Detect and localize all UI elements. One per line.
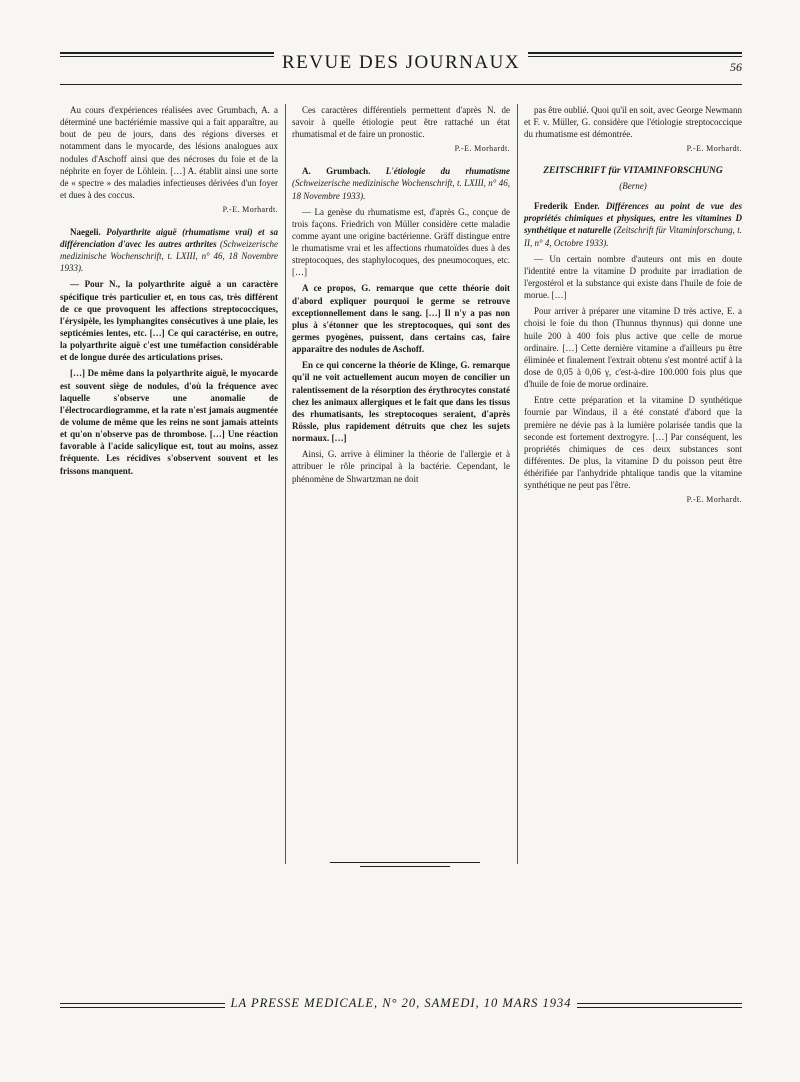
article-heading — [524, 200, 742, 249]
paragraph: A ce propos, G. remarque que cette théorie doit d'abord expliquer pourquoi le germe se retrouve exceptionnellement dans le sang. […] Il n'y a pas non plus à s'étonner que les streptocoques, qui sont des germes pyogènes, puissent, dans certains cas, faire apparaître des nodules de Aschoff. — [292, 283, 510, 355]
article-source: (Schweizerische medizinische Wochenschrift, t. LXIII, n° 46, 18 Novembre 1933). — [292, 178, 510, 201]
paragraph: — Un certain nombre d'auteurs ont mis en doute l'identité entre la vitamine D produite par irradiation de l'ergostérol et la substance qui existe dans l'huile de foie de morue. […] — [524, 253, 742, 301]
article-source: (Zeitschrift für Vitaminforschung, t. II, n° 4, Octobre 1933). — [524, 225, 742, 248]
paragraph: pas être oublié. Quoi qu'il en soit, avec George Newmann et F. v. Müller, G. considère que l'étiologie streptococcique du rhumatisme est démontrée. — [524, 105, 742, 140]
column-divider — [285, 104, 286, 864]
article-author: Frederik Ender. — [534, 201, 600, 212]
paragraph: Ainsi, G. arrive à éliminer la théorie de l'allergie et à attribuer le rôle principal à la bactérie. Cependant, le phénomène de Shwartzman ne doit — [292, 449, 510, 484]
article-title: Polyarthrite aiguë (rhumatisme vrai) et sa différenciation d'avec les autres arthrites — [60, 226, 278, 250]
column-divider — [517, 104, 518, 864]
column-1 — [60, 104, 278, 481]
running-footer: LA PRESSE MEDICALE, N° 20, SAMEDI, 10 MARS 1934 — [60, 996, 742, 1011]
article-heading — [60, 226, 278, 275]
column-3 — [524, 104, 742, 516]
article-title: L'étiologie du rhumatisme — [385, 166, 510, 177]
article-source: (Schweizerische medizinische Wochenschrift, t. LXIII, n° 46, 18 Novembre 1933). — [60, 239, 278, 274]
paragraph: En ce qui concerne la théorie de Klinge, G. remarque qu'il ne voit actuellement aucun moyen de concilier un ralentissement de la résorption des érythrocytes constaté chez les animaux allergiques et le fait que dans les tissus des rhumatisants, les streptocoques seraient, d'après Rössle, plus rapidement détruits que chez les sujets normaux. […] — [292, 360, 510, 444]
paragraph: Au cours d'expériences réalisées avec Grumbach, A. a déterminé une bactériémie massive qui a fait apparaître, au bout de peu de jours, dans des régions diverses et notamment dans le myocarde, des lésions analogues aux nodules d'Aschoff ainsi que des nécroses du foie et de la néphrite en foyer de Löhlein. […] A. établit ainsi une sorte de « spectre » des maladies infectieuses dérivées d'un foyer et dues à des coccus. — [60, 105, 278, 200]
paragraph: Pour arriver à préparer une vitamine D très active, E. a choisi le foie du thon (Thunnus thynnus) qui donne une huile 200 à 400 fois plus active que celle de morue ordinaire. […] Cette dernière vitamine a d'ailleurs pu être éliminée et finalement l'extrait obtenu s'est montré actif à la dose de 0,05 à 0,06 γ, c'est-à-dire 100.000 fois plus que d'huile de foie de morue ordinaire. — [524, 306, 742, 390]
signature: P.-E. Morhardt. — [686, 495, 742, 505]
column-2 — [292, 104, 510, 489]
end-of-text-rule — [330, 862, 480, 863]
journal-section-title: ZEITSCHRIFT für VITAMINFORSCHUNG — [543, 166, 723, 177]
signature: P.-E. Morhardt. — [454, 144, 510, 154]
article-author: A. Grumbach. — [302, 166, 371, 177]
article-title: Différences au point de vue des propriétés chimiques et physiques, entre les vitamines D synthétique et naturelle — [524, 201, 742, 236]
signature: P.-E. Morhardt. — [222, 205, 278, 215]
page-title: REVUE DES JOURNAUX — [60, 54, 742, 76]
journal-page — [60, 0, 742, 1082]
journal-section-subtitle: (Berne) — [619, 181, 647, 192]
signature: P.-E. Morhardt. — [686, 144, 742, 154]
header-bottom-rule — [60, 84, 742, 85]
paragraph: […] De même dans la polyarthrite aiguë, le myocarde est souvent siège de nodules, d'où la fréquence avec laquelle s'observe une anomalie de l'électrocardiogramme, et la rate n'est jamais augmentée de volume de même que les reins ne sont jamais atteints et qu'on n'observe pas de thrombose. […] Une réaction favorable à l'acide salicylique est, tout au moins, assez fréquente. Les récidives s'observent souvent et les frissons manquent. — [60, 368, 278, 476]
paragraph: Ces caractères différentiels permettent d'après N. de savoir à quelle étiologie peut être rattaché un état rhumatismal et de faire un pronostic. — [292, 105, 510, 140]
paragraph: — Pour N., la polyarthrite aiguë a un caractère spécifique très particulier et, en tous cas, très différent de ce que provoquent les affections streptococciques, l'érysipèle, les lymphangites consécutives à une plaie, les septicémies lentes, etc. […] Ce qui caractérise, en outre, la polyarthrite aiguë c'est une tuméfaction considérable et de longue durée des articulations prises. — [60, 279, 278, 363]
article-author: Naegeli. — [70, 226, 101, 237]
article-heading — [292, 165, 510, 201]
end-of-text-rule — [360, 866, 450, 867]
paragraph: — La genèse du rhumatisme est, d'après G., conçue de trois façons. Friedrich von Müller considère cette maladie comme ayant une origine bactérienne. Gräff distingue entre le rhumatisme vrai et les affections rhumatoïdes dues à des streptocoques, des staphylocoques, des pneumocoques, etc. […] — [292, 206, 510, 278]
page-number: 56 — [730, 60, 742, 74]
paragraph: Entre cette préparation et la vitamine D synthétique fournie par Windaus, il a été constaté d'abord que la première ne dévie pas à la lumière polarisée tandis que la seconde est fortement dextrogyre. […] Par conséquent, les propriétés chimiques de ces deux substances sont différentes. De plus, la vitamine D du poisson peut être éthérifiée par l'anhydride phtalique tandis que la vitamine synthétique ne peut pas l'être. — [524, 395, 742, 491]
article-columns — [60, 104, 742, 874]
